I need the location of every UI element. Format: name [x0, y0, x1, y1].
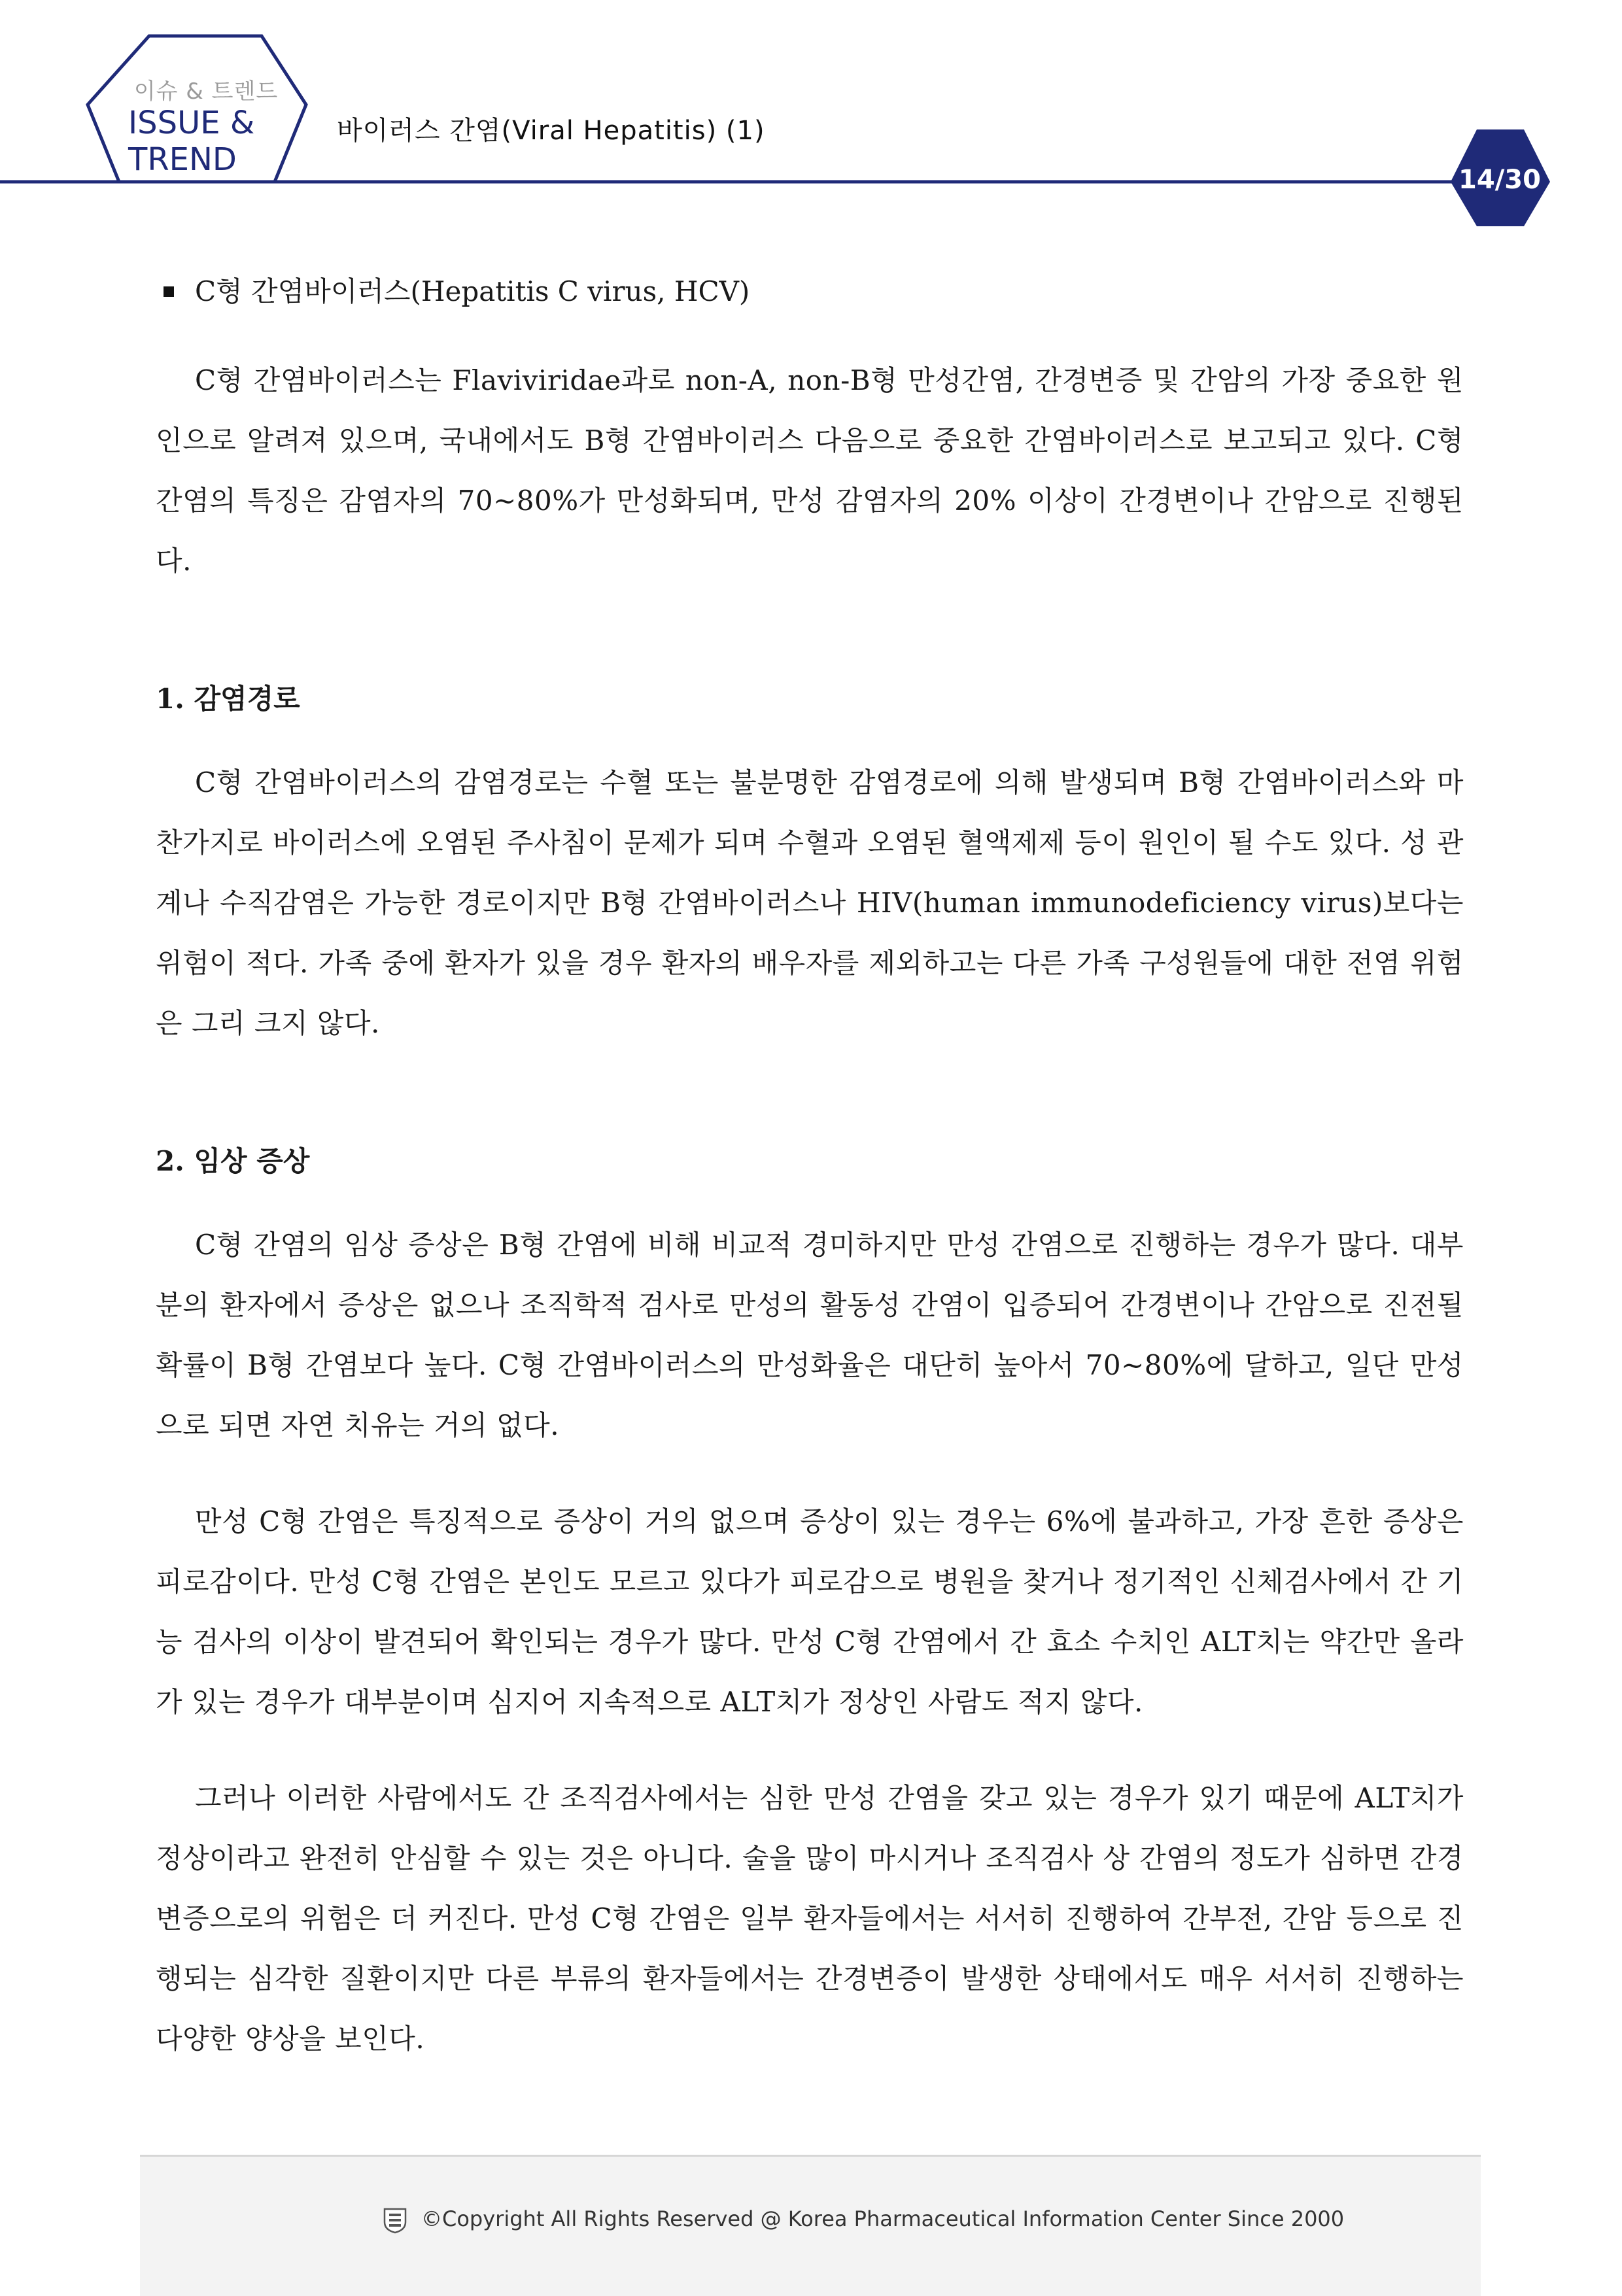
page-footer	[140, 2155, 1481, 2296]
main-content	[156, 273, 1464, 2069]
intro-heading-text: C형 간염바이러스(Hepatitis C virus, HCV)	[195, 275, 750, 307]
badge-korean-label: 이슈 & 트렌드	[133, 78, 279, 105]
square-bullet-icon	[164, 286, 174, 297]
badge-label	[128, 105, 272, 178]
section-2-paragraph-2: 만성 C형 간염은 특징적으로 증상이 거의 없으며 증상이 있는 경우는 6%에 불과하고, 가장 흔한 증상은 피로감이다. 만성 C형 간염은 본인도 모르고 있다가 피로감으로 병원을 찾거나 정기적인 신체검사에서 간 기능 검사의 이상이 발견되어 확인되는 경우가 많다. 만성 C형 간염에서 간 효소 수치인 ALT치는 약간만 올라가 있는 경우가 대부분이며 심지어 지속적으로 ALT치가 정상인 사람도 적지 않다.	[156, 1505, 1464, 1718]
badge-line-1: ISSUE &	[128, 105, 255, 141]
page-number: 14/30	[1458, 165, 1541, 195]
page-header	[0, 0, 1622, 235]
section-2-paragraph-1: C형 간염의 임상 증상은 B형 간염에 비해 비교적 경미하지만 만성 간염으로 진행하는 경우가 많다. 대부분의 환자에서 증상은 없으나 조직학적 검사로 만성의 활동성 간염이 입증되어 간경변이나 간암으로 진전될 확률이 B형 간염보다 높다. C형 간염바이러스의 만성화율은 대단히 높아서 70~80%에 달하고, 일단 만성으로 되면 자연 치유는 거의 없다.	[156, 1229, 1464, 1441]
intro-paragraph: C형 간염바이러스는 Flaviviridae과로 non-A, non-B형 만성간염, 간경변증 및 간암의 가장 중요한 원인으로 알려져 있으며, 국내에서도 B형 간염바이러스 다음으로 중요한 간염바이러스로 보고되고 있다. C형 간염의 특징은 감염자의 70~80%가 만성화되며, 만성 감염자의 20% 이상이 간경변이나 간암으로 진행된다.	[156, 364, 1464, 577]
intro-heading	[156, 273, 1464, 310]
section-2-paragraph-3: 그러나 이러한 사람에서도 간 조직검사에서는 심한 만성 간염을 갖고 있는 경우가 있기 때문에 ALT치가 정상이라고 완전히 안심할 수 있는 것은 아니다. 술을 많이 마시거나 조직검사 상 간염의 정도가 심하면 간경변증으로의 위험은 더 커진다. 만성 C형 간염은 일부 환자들에서는 서서히 진행하여 간부전, 간암 등으로 진행되는 심각한 질환이지만 다른 부류의 환자들에서는 간경변증이 발생한 상태에서도 매우 서서히 진행하는 다양한 양상을 보인다.	[156, 1782, 1464, 2055]
badge-line-2: TREND	[128, 141, 237, 178]
section-2-title: 2. 임상 증상	[156, 1145, 310, 1177]
section-1-title: 1. 감염경로	[156, 683, 300, 715]
document-title: 바이러스 간염(Viral Hepatitis) (1)	[337, 116, 765, 146]
copyright-text: ©Copyright All Rights Reserved @ Korea Pharmaceutical Information Center Since 2000	[421, 2206, 1345, 2231]
section-1-paragraph: C형 간염바이러스의 감염경로는 수혈 또는 불분명한 감염경로에 의해 발생되며 B형 간염바이러스와 마찬가지로 바이러스에 오염된 주사침이 문제가 되며 수혈과 오염된 혈액제제 등이 원인이 될 수도 있다. 성 관계나 수직감염은 가능한 경로이지만 B형 간염바이러스나 HIV(human immunodeficiency virus)보다는 위험이 적다. 가족 중에 환자가 있을 경우 환자의 배우자를 제외하고는 다른 가족 구성원들에 대한 전염 위험은 그리 크지 않다.	[156, 766, 1464, 1039]
shield-logo-icon	[383, 2208, 407, 2234]
